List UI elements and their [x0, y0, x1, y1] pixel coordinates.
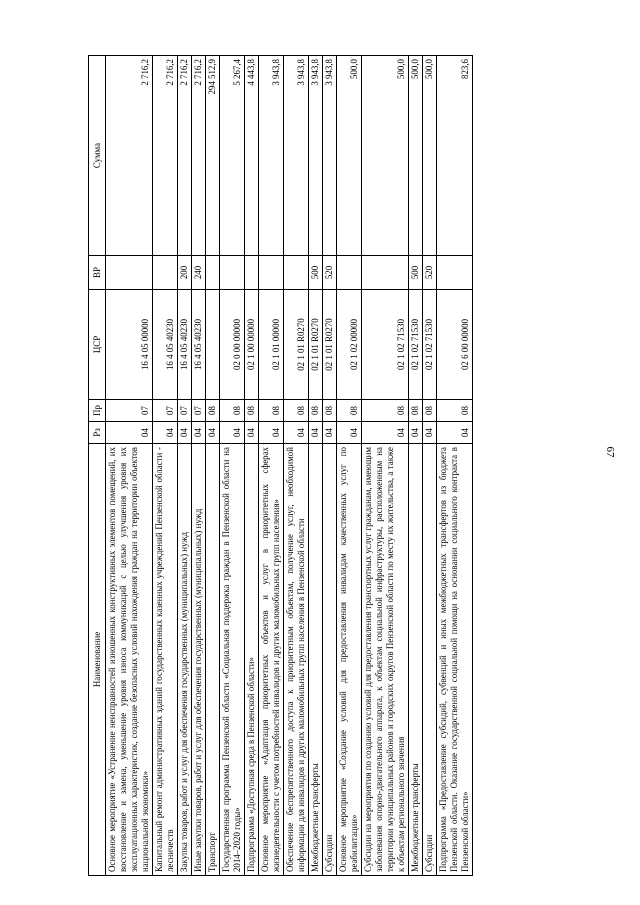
row-sum: 2 716,2 [178, 56, 192, 256]
header-vr: ВР [89, 256, 106, 290]
row-rz: 04 [153, 422, 178, 444]
row-sum: 5 267,4 [220, 56, 245, 256]
row-rz: 04 [192, 422, 206, 444]
row-rz: 04 [423, 422, 437, 444]
row-pr: 07 [106, 400, 153, 422]
row-rz: 04 [337, 422, 362, 444]
row-pr: 08 [206, 400, 220, 422]
row-csr: 02 1 02 71530 [362, 290, 409, 400]
header-csr: ЦСР [89, 290, 106, 400]
row-name: Транспорт [206, 444, 220, 876]
row-csr: 16 4 05 40230 [178, 290, 192, 400]
row-sum: 823,6 [437, 56, 473, 256]
table-row [423, 56, 437, 876]
row-pr: 08 [437, 400, 473, 422]
row-csr: 02 6 00 00000 [437, 290, 473, 400]
row-pr: 08 [245, 400, 259, 422]
row-csr: 02 1 01 R0270 [309, 290, 323, 400]
row-name: Межбюджетные трансферты [309, 444, 323, 876]
row-name: Основное мероприятие «Создание условий для предоставления инвалидам качественных услуг по реабилитации» [337, 444, 362, 876]
table-row [259, 56, 284, 876]
header-name: Наименование [89, 444, 106, 876]
row-pr: 08 [309, 400, 323, 422]
budget-table-container [88, 56, 588, 876]
header-rz: Рз [89, 422, 106, 444]
table-row [309, 56, 323, 876]
row-csr: 02 1 02 71530 [423, 290, 437, 400]
table-row [409, 56, 423, 876]
row-vr [106, 256, 153, 290]
header-sum: Сумма [89, 56, 106, 256]
row-name: Обеспечение беспрепятственного доступа к приоритетным объектам, получение услуг, необходимой информации для инвалидов и других маломобильных групп населения в Пензенской области [284, 444, 309, 876]
row-rz: 04 [409, 422, 423, 444]
row-pr: 08 [220, 400, 245, 422]
row-rz: 04 [106, 422, 153, 444]
table-row [220, 56, 245, 876]
row-vr [437, 256, 473, 290]
row-sum: 2 716,2 [106, 56, 153, 256]
table-row [284, 56, 309, 876]
row-vr [362, 256, 409, 290]
row-csr: 16 4 05 00000 [106, 290, 153, 400]
row-name: Субсидии [323, 444, 337, 876]
row-csr: 02 1 02 71530 [409, 290, 423, 400]
budget-table [88, 55, 473, 876]
row-vr [206, 256, 220, 290]
row-vr: 520 [423, 256, 437, 290]
row-vr [337, 256, 362, 290]
row-csr: 16 4 05 40230 [153, 290, 178, 400]
row-sum: 500,0 [409, 56, 423, 256]
row-csr [206, 290, 220, 400]
row-sum: 3 943,8 [323, 56, 337, 256]
row-pr: 08 [337, 400, 362, 422]
table-row [106, 56, 153, 876]
page-number: 67 [604, 446, 616, 458]
row-pr: 08 [259, 400, 284, 422]
row-pr: 08 [284, 400, 309, 422]
row-vr [245, 256, 259, 290]
row-pr: 08 [423, 400, 437, 422]
row-vr [259, 256, 284, 290]
row-rz: 04 [259, 422, 284, 444]
row-name: Государственная программа Пензенской области «Социальная поддержка граждан в Пензенской области на 2014–2020 годы» [220, 444, 245, 876]
row-rz: 04 [362, 422, 409, 444]
row-sum: 3 943,8 [259, 56, 284, 256]
row-csr: 02 1 01 00000 [259, 290, 284, 400]
table-row [437, 56, 473, 876]
row-pr: 07 [178, 400, 192, 422]
row-name: Закупка товаров, работ и услуг для обеспечения государственных (муниципальных) нужд [178, 444, 192, 876]
row-rz: 04 [437, 422, 473, 444]
row-csr: 02 1 00 00000 [245, 290, 259, 400]
row-sum: 3 943,8 [309, 56, 323, 256]
row-vr: 200 [178, 256, 192, 290]
row-sum: 294 512,9 [206, 56, 220, 256]
row-rz: 04 [309, 422, 323, 444]
row-pr: 08 [362, 400, 409, 422]
table-row [206, 56, 220, 876]
row-vr [284, 256, 309, 290]
table-row [323, 56, 337, 876]
table-row [337, 56, 362, 876]
row-name: Основное мероприятие «Адаптация приоритетных объектов и услуг в приоритетных сферах жизнедеятельности с учетом потребностей инвалидов и других маломобильных групп населения» [259, 444, 284, 876]
row-csr: 16 4 05 40230 [192, 290, 206, 400]
row-pr: 07 [192, 400, 206, 422]
row-pr: 08 [323, 400, 337, 422]
row-name: Подпрограмма «Предоставление субсидий, субвенций и иных межбюджетных трансфертов из бюджета Пензенской области. Оказание государственной социальной помощи на основании социального контракта в Пензенской области» [437, 444, 473, 876]
row-rz: 04 [284, 422, 309, 444]
row-name: Основное мероприятие «Устранение неисправностей изношенных конструктивных элементов помещений, их восстановление и замена, уменьшение уровня износа коммуникаций с целью улучшения уровня их эксплуатационных характеристик, создание безопасных условий нахождения граждан на территории объектов национальной экономики» [106, 444, 153, 876]
row-sum: 500,0 [362, 56, 409, 256]
row-pr: 08 [409, 400, 423, 422]
row-csr: 02 0 00 00000 [220, 290, 245, 400]
row-csr: 02 1 01 R0270 [284, 290, 309, 400]
row-vr: 520 [323, 256, 337, 290]
row-rz: 04 [245, 422, 259, 444]
row-sum: 500,0 [423, 56, 437, 256]
row-vr [153, 256, 178, 290]
table-header-row [89, 56, 106, 876]
table-row [192, 56, 206, 876]
row-csr: 02 1 02 00000 [337, 290, 362, 400]
row-sum: 3 943,8 [284, 56, 309, 256]
row-vr [220, 256, 245, 290]
row-sum: 500,0 [337, 56, 362, 256]
row-name: Межбюджетные трансферты [409, 444, 423, 876]
row-name: Подпрограмма «Доступная среда в Пензенской области» [245, 444, 259, 876]
row-vr: 500 [309, 256, 323, 290]
row-name: Субсидии на мероприятия по созданию условий для предоставления транспортных услуг гражданам, имеющим заболевания опорно-двигательного аппарата, к объектам социальной инфраструктуры, расположенным на территории муниципальных районов и городских округов Пензенской области по месту их жительства, а также к объектам регионального значения [362, 444, 409, 876]
row-name: Иные закупки товаров, работ и услуг для обеспечения государственных (муниципальных) нужд [192, 444, 206, 876]
row-vr: 500 [409, 256, 423, 290]
table-row [245, 56, 259, 876]
row-rz: 04 [323, 422, 337, 444]
row-sum: 2 716,2 [192, 56, 206, 256]
header-pr: Пр [89, 400, 106, 422]
row-csr: 02 1 01 R0270 [323, 290, 337, 400]
table-row [178, 56, 192, 876]
row-sum: 4 443,8 [245, 56, 259, 256]
row-rz: 04 [220, 422, 245, 444]
row-rz: 04 [206, 422, 220, 444]
table-row [362, 56, 409, 876]
row-pr: 07 [153, 400, 178, 422]
table-row [153, 56, 178, 876]
row-rz: 04 [178, 422, 192, 444]
rotated-page-content [88, 56, 588, 876]
row-name: Субсидии [423, 444, 437, 876]
row-sum: 2 716,2 [153, 56, 178, 256]
row-vr: 240 [192, 256, 206, 290]
row-name: Капитальный ремонт административных зданий государственных казенных учреждений Пензенской области - лесничеств [153, 444, 178, 876]
